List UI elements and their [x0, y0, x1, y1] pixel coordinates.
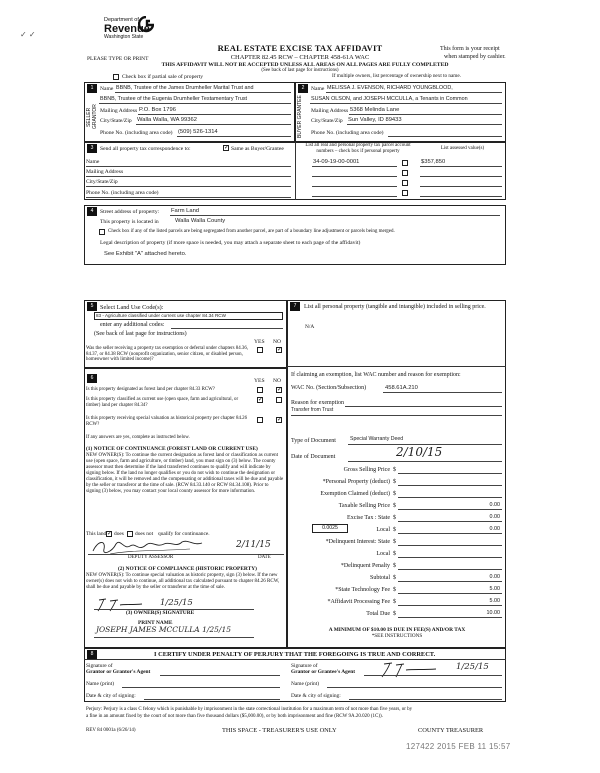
see-instructions-note: *SEE INSTRUCTIONS [371, 633, 423, 639]
tax-row-label: Subtotal [369, 575, 390, 581]
form-subtitle: CHAPTER 82.45 RCW – CHAPTER 458-61A WAC [230, 54, 370, 61]
see-back-note: (See back of last page for instructions) [261, 68, 339, 73]
wac-label: WAC No. (Section/Subsection) [291, 385, 367, 391]
receipt-stamp: 127422 2015 FEB 11 15:57 [406, 742, 511, 751]
land-use-code: 83 - Agriculture classified under current use chapter 84.34 RCW [96, 313, 226, 318]
section-6-number: 6 [87, 374, 97, 383]
buyer-name-label: Name [311, 86, 325, 92]
tax-row-currency: $ [393, 515, 396, 521]
tax-row-label: *Delinquent Interest: State [325, 539, 390, 545]
tax-row-currency: $ [393, 611, 396, 617]
tax-row-label: *State Technology Fee [335, 587, 390, 593]
historic-no[interactable]: ✓ [277, 417, 283, 423]
doc-date-label: Date of Document [291, 454, 336, 460]
seller-name-label: Name [100, 86, 114, 92]
s3-mailing-label: Mailing Address [86, 169, 124, 175]
grantee-signature-date: 1/25/15 [456, 662, 489, 672]
grantor-date-label: Date & city of signing: [86, 693, 136, 699]
personal-property-checkbox-3[interactable] [402, 180, 408, 186]
s5-exemption-no[interactable]: ✓ [277, 347, 283, 353]
parcel-header-2: numbers – check box if personal property [316, 149, 400, 154]
deputy-assessor-label: DEPUTY ASSESSOR [128, 555, 174, 560]
segregated-label: Check box if any of the listed parcels are being segregated from another parcel, are part of a boundary line adjustment or parcels being merged. [108, 229, 395, 234]
buyer-mailing-label: Mailing Address [311, 108, 349, 114]
tax-row-label: Taxable Selling Price [338, 503, 390, 509]
same-as-buyer-label: Same as Buyer/Grantee [231, 146, 284, 152]
forest-land-no[interactable]: ✓ [277, 387, 283, 393]
section-7-number: 7 [290, 302, 300, 311]
certify-statement: I CERTIFY UNDER PENALTY OF PERJURY THAT THE FOREGOING IS TRUE AND CORRECT. [154, 651, 436, 658]
tax-row-currency: $ [393, 491, 396, 497]
s3-phone-label: Phone No. (including area code) [86, 190, 159, 196]
partial-sale-checkbox[interactable] [113, 74, 119, 80]
form-title: REAL ESTATE EXCISE TAX AFFIDAVIT [217, 43, 383, 53]
buyer-side-label: BUYER GRANTEE [297, 95, 303, 139]
assessed-header: List assessed value(s) [440, 146, 485, 151]
seller-phone-label: Phone No. (including area code) [100, 130, 173, 136]
assessor-date: 2/11/15 [236, 540, 271, 550]
section-8-number: 8 [87, 650, 97, 659]
tax-row-currency: $ [393, 563, 396, 569]
street-address: Farm Land [171, 208, 200, 214]
grantor-sig-label-2: Grantor or Grantor's Agent [86, 669, 151, 675]
s5-exemption-yes[interactable] [257, 347, 263, 353]
logo-state: Washington State [104, 34, 144, 40]
located-label: This property is located in [100, 219, 159, 225]
seller-side-label: SELLER GRANTOR [86, 104, 98, 130]
section-5-number: 5 [87, 302, 97, 311]
tax-row-currency: $ [393, 503, 396, 509]
reason-label: Reason for exemption [291, 400, 344, 406]
section-2-number: 2 [298, 84, 308, 93]
seller-phone: (509) 526-1314 [178, 129, 218, 135]
county-treasurer: COUNTY TREASURER [418, 727, 484, 734]
seller-city: Walla Walla, WA 99362 [137, 117, 197, 123]
receipt-note-2: when stamped by cashier. [444, 54, 506, 60]
owner-signature-date: 1/25/15 [160, 598, 193, 608]
tax-row-value: 5.00 [489, 598, 500, 604]
tax-row-value: 5.00 [489, 586, 500, 592]
legal-description-label: Legal description of property (if more space is needed, you may attach a separate sheet to each page of the affidavit) [100, 240, 361, 246]
s6-no-header: NO [273, 378, 282, 384]
wac-number: 458.61A.210 [385, 385, 418, 391]
print-note: PLEASE TYPE OR PRINT [87, 56, 149, 62]
historic-question: Is this property receiving special valuation as historical property per chapter 84.26 RCW? [86, 416, 248, 427]
legal-description: See Exhibit "A" attached hereto. [104, 251, 187, 257]
accept-note: THIS AFFIDAVIT WILL NOT BE ACCEPTED UNLESS ALL AREAS ON ALL PAGES ARE FULLY COMPLETED [161, 62, 449, 68]
send-correspondence-label: Send all property tax correspondence to: [100, 146, 191, 152]
tax-row-label: Local [376, 551, 390, 557]
partial-sale-label: Check box if partial sale of property [122, 74, 204, 80]
seller-name-1: BBNB, Trustee of the James Drumheller Marital Trust and [116, 85, 254, 91]
assessed-value: $357,850 [421, 159, 446, 165]
print-name: JOSEPH JAMES MCCULLA 1/25/15 [96, 625, 231, 634]
parcel-number: 34-09-19-00-0001 [313, 159, 360, 165]
print-name-label: PRINT NAME [138, 620, 173, 626]
s6-yes-header: YES [254, 378, 265, 384]
tax-row-value: 0.00 [489, 574, 500, 580]
tax-row-label: *Delinquent Penalty [340, 563, 390, 569]
street-label: Street address of property: [100, 209, 160, 215]
logo-dept: Department of [104, 17, 139, 23]
does-label: does [114, 531, 124, 537]
margin-mark: ✓ ✓ [20, 30, 36, 39]
logo-revenue: Revenue [104, 23, 150, 35]
notice-2-title: (2) NOTICE OF COMPLIANCE (HISTORIC PROPERTY) [118, 566, 257, 572]
buyer-name-1: MELISSA J. EVENSON, RICHARD YOUNGBLOOD, [327, 85, 453, 91]
revenue-logo [104, 16, 156, 46]
tax-row-value: 0.00 [489, 514, 500, 520]
tax-row-value: 0.00 [489, 526, 500, 532]
historic-yes[interactable] [257, 417, 263, 423]
personal-property-checkbox-2[interactable] [402, 170, 408, 176]
seller-mailing: P.O. Box 1796 [139, 107, 176, 113]
perjury-line-1: Perjury: Perjury is a class C felony which is punishable by imprisonment in the state correctional institution for a maximum term of not more than five years, or by [86, 707, 413, 712]
form-revision: REV 84 0001a (6/26/14) [86, 728, 136, 733]
tax-row-currency: $ [393, 479, 396, 485]
minimum-due-note: A MINIMUM OF $10.00 IS DUE IN FEE(S) AND/OR TAX [328, 627, 466, 633]
grantee-sig-label-2: Grantor or Grantee's Agent [291, 669, 356, 675]
tax-row-value: 10.00 [486, 610, 500, 616]
land-does-checkbox[interactable]: ✓ [107, 531, 113, 537]
buyer-name-2: SUSAN OLSON, and JOSEPH MCCULLA, a Tenants in Common [311, 96, 468, 102]
does-not-label: does not [135, 531, 154, 537]
notice-1-title: (1) NOTICE OF CONTINUANCE (FOREST LAND OR CURRENT USE) [86, 446, 258, 452]
notice-2-body: NEW OWNER(S): To continue special valuation as historic property, sign (3) below. If the new owner(s) does not wish to continue, all additional tax calculated pursuant to chapter 84.26 RCW, shall be due and payable by the seller or transferor at the time of sale. [86, 573, 280, 590]
owner-signature-label: (3) OWNER(S) SIGNATURE [126, 610, 195, 616]
tax-row-value: 0.00 [489, 502, 500, 508]
forest-land-yes[interactable] [257, 387, 263, 393]
grantee-sig-label-1: Signature of [291, 663, 318, 669]
buyer-city-label: City/State/Zip [311, 118, 343, 124]
s3-name-label: Name [86, 159, 100, 165]
perjury-line-2: a fine in an amount fixed by the court of not more than five thousand dollars ($5,000.00), or by both imprisonment and fine (RCW 9A.20.020 (1C)). [86, 714, 383, 719]
tax-row-currency: $ [393, 575, 396, 581]
tax-row-currency: $ [393, 467, 396, 473]
if-yes-note: If any answers are yes, complete as instructed below. [86, 435, 190, 440]
seller-mailing-label: Mailing Address [100, 108, 138, 114]
grantee-name-label: Name (print) [291, 681, 319, 687]
receipt-note-1: This form is your receipt [440, 46, 500, 52]
seller-city-label: City/State/Zip [100, 118, 132, 124]
section-4-number: 4 [87, 207, 97, 216]
buyer-phone-label: Phone No. (including area code) [311, 130, 384, 136]
s5-no-header: NO [273, 339, 282, 345]
same-as-buyer-checkbox[interactable]: ✓ [224, 145, 230, 151]
doc-date: 2/10/15 [396, 445, 443, 459]
notice-1-body: NEW OWNER(S): To continue the current designation as forest land or classification as current use (open space, farm and agriculture, or timber) land, you must sign on (3) below. The county assessor must then determine if the land transferred continues to qualify and will indicate by signing below. If the land no longer qualifies or you do not wish to continue the designation or classification, it will be removed and the compensating or additional taxes will be due and payable by the seller or transferor at the time of sale. (RCW 84.33.140 or RCW 84.34.108). Prior to signing (3) below, you may contact your local county assessor for more information. [86, 453, 284, 494]
personal-property-checkbox-4[interactable] [402, 190, 408, 196]
date-label: DATE [258, 555, 271, 560]
section-1-number: 1 [87, 84, 97, 93]
tax-row-label: Excise Tax : State [347, 515, 390, 521]
treasurer-space: THIS SPACE - TREASURER'S USE ONLY [222, 727, 337, 734]
grantor-name-label: Name (print) [86, 681, 114, 687]
see-back-instructions: (See back of last page for instructions) [94, 331, 187, 337]
tax-row-currency: $ [393, 599, 396, 605]
tax-row-label: *Personal Property (deduct) [322, 479, 390, 485]
buyer-mailing: 5368 Melinda Lane [350, 107, 400, 113]
grantee-date-label: Date & city of signing: [291, 693, 341, 699]
located-county: Walla Walla County [175, 218, 226, 224]
seller-name-2: BBNB, Trustee of the Eugenia Drumheller Testamentary Trust [100, 96, 248, 102]
s5-yes-header: YES [254, 339, 265, 345]
section-3-number: 3 [87, 144, 97, 153]
section-7 [287, 300, 506, 648]
tax-row-currency: $ [393, 539, 396, 545]
personal-property-value: N/A [305, 324, 315, 330]
personal-property-label: List all personal property (tangible and intangible) included in selling price. [304, 304, 486, 310]
additional-codes-label: enter any additional codes: [100, 322, 165, 328]
exemption-claim-label: If claiming an exemption, list WAC number and reason for exemption: [291, 372, 461, 378]
s3-city-label: City/State/Zip [86, 179, 118, 185]
this-land-label: This land [86, 531, 107, 537]
tax-row-currency: $ [393, 587, 396, 593]
multiple-owners-note: If multiple owners, list percentage of ownership next to name. [332, 73, 461, 79]
tax-row-label: *Affidavit Processing Fee [327, 599, 390, 605]
tax-row-currency: $ [393, 551, 396, 557]
tax-row-label: Local [376, 527, 390, 533]
buyer-city: Sun Valley, ID 89433 [348, 117, 402, 123]
tax-row-label: Gross Selling Price [343, 467, 390, 473]
personal-property-checkbox-1[interactable] [402, 160, 408, 166]
parcel-header-1: List all real and personal property tax parcel account [305, 143, 411, 148]
tax-row-label: Exemption Claimed (deduct) [320, 491, 390, 497]
doc-type: Special Warranty Deed [350, 436, 404, 442]
land-use-label: Select Land Use Code(s): [100, 304, 164, 311]
doc-type-label: Type of Document [291, 438, 336, 444]
local-rate: 0.0025 [322, 525, 338, 531]
current-use-yes[interactable]: ✓ [258, 397, 264, 403]
grantor-sig-label-1: Signature of [86, 663, 113, 669]
current-use-no[interactable] [276, 397, 282, 403]
qualify-label: qualify for continuance. [158, 531, 210, 537]
current-use-question: Is this property classified as current use (open space, farm and agricultural, or timber) land per chapter 84.34? [86, 397, 239, 408]
exemption-question: Was the seller receiving a property tax exemption or deferral under chapters 84.36, 84.37, or 84.38 RCW (nonprofit organization, senior citizen, or disabled person, homeowner with limited income)? [86, 346, 249, 363]
segregated-checkbox[interactable] [99, 229, 105, 235]
forest-land-question: Is this property designated as forest land per chapter 84.33 RCW? [86, 387, 215, 392]
tax-row-label: Total Due [366, 611, 390, 617]
revenue-logo-icon [138, 16, 154, 34]
tax-row-currency: $ [393, 527, 396, 533]
reason-value: Transfer from Trust [291, 407, 334, 413]
